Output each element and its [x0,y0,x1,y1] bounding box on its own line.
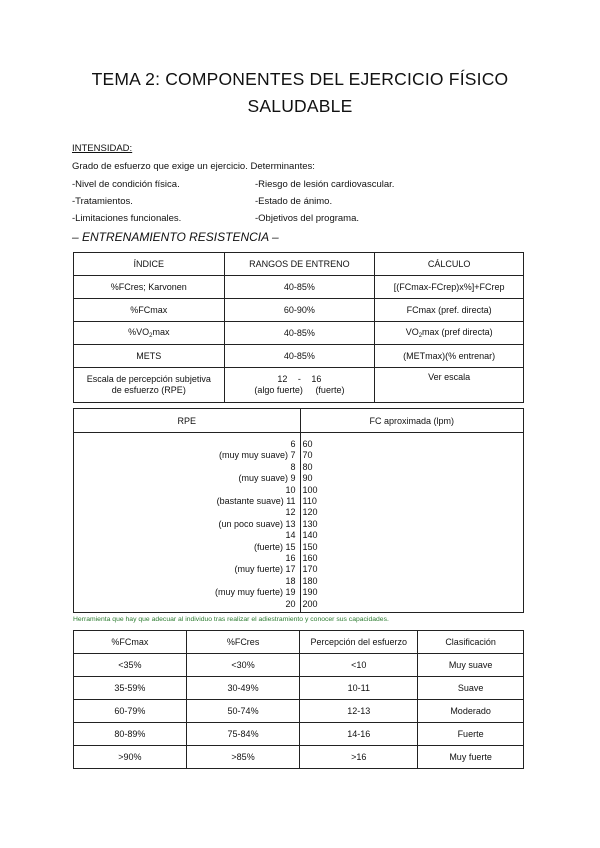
fc-value: 180 [302,575,318,586]
table-row [74,276,524,299]
table-cell: 80-89% [74,723,187,746]
rpe-value: (fuerte) 15 [254,541,296,552]
fc-value: 140 [302,530,318,541]
note-text: Herramienta que hay que adecuar al individuo tras realizar el adiestramiento y conocer sus capacidades. [73,616,389,623]
title-line-1: TEMA 2: COMPONENTES DEL EJERCICIO FÍSICO [91,69,509,89]
table-cell: 14-16 [300,723,418,746]
rpe-value: 6 [290,439,296,449]
determinant-right-1: -Riesgo de lesión cardiovascular. [255,179,395,190]
table-cell-rpe-index: Escala de percepción subjetiva de esfuerzo (RPE) [74,368,225,403]
table-cell-vo2max-calc: $VO_2\max$ (pref directa) [375,322,524,345]
table-cell: <10 [300,654,418,677]
header-cell: ÍNDICE [74,253,225,276]
table-cell: Fuerte [418,723,524,746]
training-index-table [73,252,524,403]
table-row-rpe [74,368,524,403]
fc-value: 100 [302,484,318,495]
fc-value: 190 [302,587,318,598]
title-line-2: SALUDABLE [247,96,353,116]
table-row [74,322,524,345]
rpe-value: (un poco suave) 13 [218,518,296,529]
table-cell: >16 [300,746,418,769]
table-cell: 40-85% [224,345,375,368]
fc-value: 160 [302,553,318,564]
rpe-value: 10 [285,484,296,495]
fc-value: 120 [302,507,318,518]
rpe-scale-table [73,408,524,613]
fc-value: 90 [302,473,313,484]
table-cell: (METmax)(% entrenar) [375,345,524,368]
table-cell: Moderado [418,700,524,723]
fc-value: 80 [302,461,313,472]
table-cell: 50-74% [186,700,300,723]
table-row [74,746,524,769]
table-cell: Muy fuerte [418,746,524,769]
intensidad-label: INTENSIDAD: [72,143,133,154]
table-cell: <30% [186,654,300,677]
table-cell: 12-13 [300,700,418,723]
fc-value: 170 [302,564,318,575]
rpe-column [74,433,301,613]
rpe-value: (muy suave) 9 [238,473,296,484]
table-cell: METS [74,345,225,368]
section-heading: – ENTRENAMIENTO RESISTENCIA – [72,230,279,244]
determinant-left-2: -Tratamientos. [72,196,133,207]
rpe-value: (muy muy fuerte) 19 [215,587,296,598]
table-cell: 30-49% [186,677,300,700]
fc-value: 130 [302,518,318,529]
rpe-value: (muy muy suave) 7 [219,450,296,461]
table-row [74,700,524,723]
table-cell: 40-85% [224,276,375,299]
table-cell: Suave [418,677,524,700]
header-cell: RPE [74,409,301,433]
header-cell: RANGOS DE ENTRENO [224,253,375,276]
header-cell: Clasificación [418,631,524,654]
table-cell: 40-85% [224,322,375,345]
table-header-row [74,631,524,654]
fc-value: 200 [302,598,318,609]
fc-value: 70 [302,450,313,461]
rpe-value: 12 [285,507,296,518]
intensidad-intro: Grado de esfuerzo que exige un ejercicio. Determinantes: [72,161,315,172]
table-cell-rpe-range: 12 - 16 (algo fuerte) (fuerte) [224,368,375,403]
determinant-left-1: -Nivel de condición física. [72,179,180,190]
table-row [74,433,524,613]
table-cell: 35-59% [74,677,187,700]
rpe-value: 8 [290,461,296,472]
table-cell: >85% [186,746,300,769]
header-cell: Percepción del esfuerzo [300,631,418,654]
table-cell: 75-84% [186,723,300,746]
page-title [60,66,540,120]
table-cell: %FCres; Karvonen [74,276,225,299]
table-cell: 60-90% [224,299,375,322]
table-cell: >90% [74,746,187,769]
header-cell: %FCmax [74,631,187,654]
table-cell: <35% [74,654,187,677]
table-row [74,345,524,368]
table-cell: FCmax (pref. directa) [375,299,524,322]
header-cell: CÁLCULO [375,253,524,276]
table-row [74,723,524,746]
rpe-value: (muy fuerte) 17 [234,564,296,575]
table-header-row [74,253,524,276]
table-row [74,654,524,677]
table-row [74,677,524,700]
header-cell: %FCres [186,631,300,654]
fc-value: 60 [302,439,313,449]
table-cell: 60-79% [74,700,187,723]
rpe-value: 14 [285,530,296,541]
determinant-left-3: -Limitaciones funcionales. [72,213,182,224]
table-cell: 10-11 [300,677,418,700]
determinant-right-3: -Objetivos del programa. [255,213,360,224]
table-cell: Muy suave [418,654,524,677]
fc-column [300,433,523,613]
table-cell-vo2max: $\%VO_2\max$ [74,322,225,345]
rpe-value: 18 [285,575,296,586]
header-cell: FC aproximada (lpm) [300,409,523,433]
rpe-value: 20 [285,598,296,609]
table-header-row [74,409,524,433]
table-cell: %FCmax [74,299,225,322]
determinant-right-2: -Estado de ánimo. [255,196,333,207]
fc-value: 150 [302,541,318,552]
rpe-value: (bastante suave) 11 [216,496,296,507]
rpe-value: 16 [285,553,296,564]
table-cell-rpe-calc: Ver escala [375,368,524,403]
table-cell: [(FCmax-FCrep)x%]+FCrep [375,276,524,299]
table-row [74,299,524,322]
classification-table [73,630,524,769]
fc-value: 110 [302,496,317,507]
